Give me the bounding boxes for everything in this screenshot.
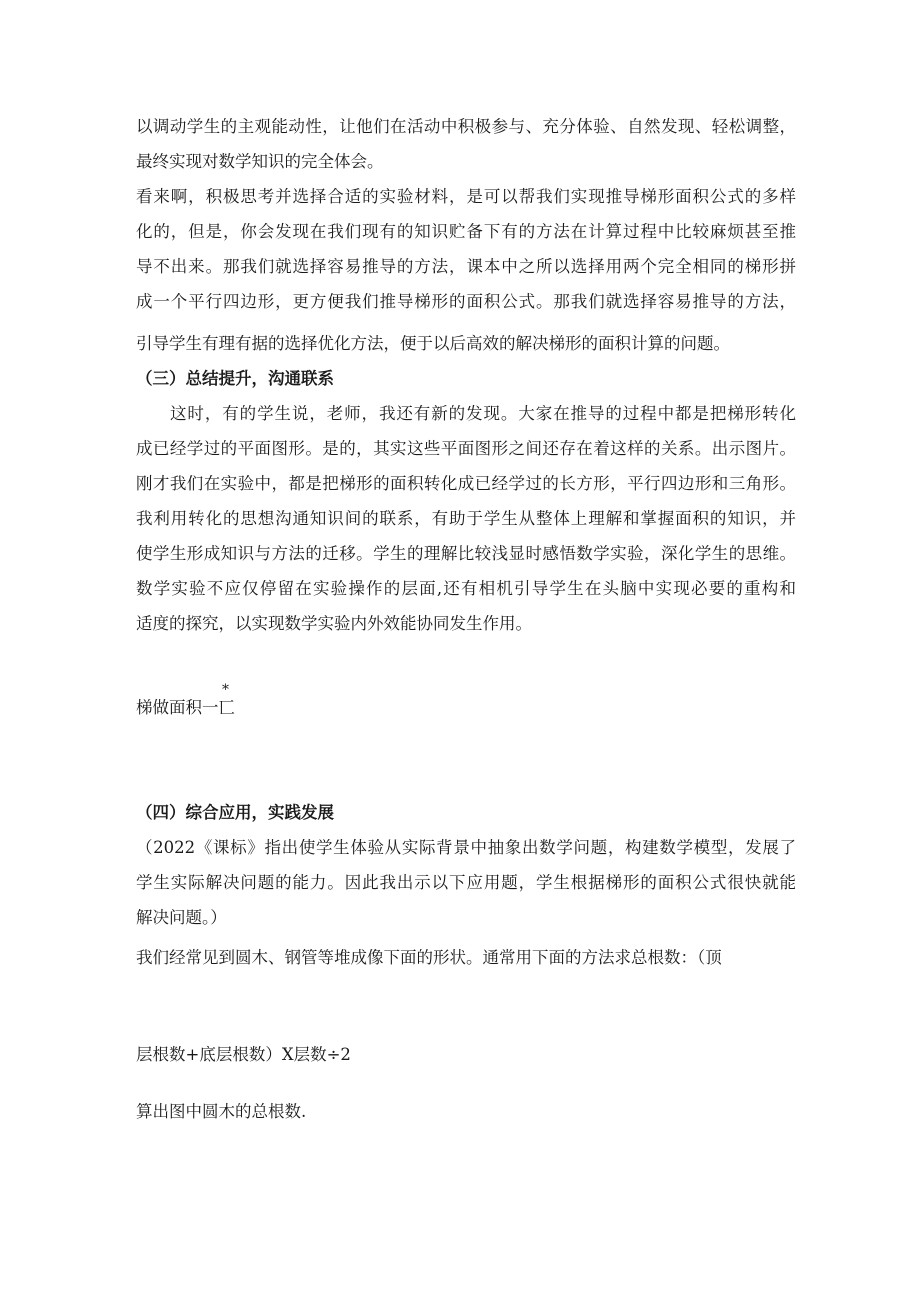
text-line: 成已经学过的平面图形。是的，其实这些平面图形之间还存在着这样的关系。出示图片。 [136, 439, 796, 458]
text-line: 学生实际解决问题的能力。因此我出示以下应用题，学生根据梯形的面积公式很快就能 [136, 873, 796, 892]
text-line: 适度的探究，以实现数学实验内外效能协同发生作用。 [136, 614, 532, 633]
section-heading-3: （三）总结提升，沟通联系 [136, 369, 334, 388]
text-line: 成一个平行四边形，更方便我们推导梯形的面积公式。那我们就选择容易推导的方法， [136, 292, 796, 311]
text-line: 我们经常见到圆木、钢管等堆成像下面的形状。通常用下面的方法求总根数：（顶 [136, 948, 722, 967]
text-line: 使学生形成知识与方法的迁移。学生的理解比较浅显时感悟数学实验，深化学生的思维。 [136, 544, 796, 563]
text-line: 引导学生有理有据的选择优化方法，便于以后高效的解决梯形的面积计算的问题。 [136, 334, 730, 353]
text-line: 刚才我们在实验中，都是把梯形的面积转化成已经学过的长方形，平行四边形和三角形。 [136, 474, 796, 493]
text-line: （2022《课标》指出使学生体验从实际背景中抽象出数学问题，构建数学模型，发展了 [136, 838, 796, 857]
text-line: 解决问题。） [136, 908, 227, 927]
text-line: 最终实现对数学知识的完全体会。 [136, 152, 384, 171]
formula-line: 层根数+底层根数）X层数÷2 [136, 1045, 351, 1064]
text-line: 算出图中圆木的总根数. [136, 1102, 307, 1121]
section-heading-4: （四）综合应用，实践发展 [136, 803, 334, 822]
figure-caption: 梯做面积一匸 [136, 698, 235, 717]
figure-star-mark: * [222, 682, 229, 698]
text-line: 数学实验不应仅停留在实验操作的层面,还有相机引导学生在头脑中实现必要的重构和 [136, 579, 796, 598]
text-line: 看来啊，积极思考并选择合适的实验材料，是可以帮我们实现推导梯形面积公式的多样 [136, 187, 796, 206]
text-line: 我利用转化的思想沟通知识间的联系，有助于学生从整体上理解和掌握面积的知识，并 [136, 509, 796, 528]
text-line: 化的，但是，你会发现在我们现有的知识贮备下有的方法在计算过程中比较麻烦甚至推 [136, 222, 796, 241]
text-line: 导不出来。那我们就选择容易推导的方法，课本中之所以选择用两个完全相同的梯形拼 [136, 257, 796, 276]
text-line: 这时，有的学生说，老师，我还有新的发现。大家在推导的过程中都是把梯形转化 [170, 404, 796, 423]
text-line: 以调动学生的主观能动性，让他们在活动中积极参与、充分体验、自然发现、轻松调整， [136, 117, 796, 136]
